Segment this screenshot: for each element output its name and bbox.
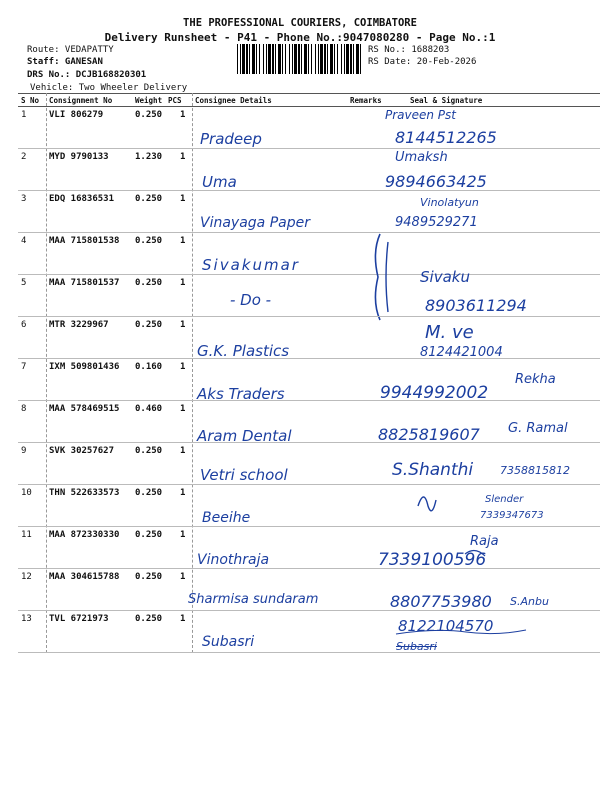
col-divider <box>192 93 193 653</box>
row-sno: 7 <box>21 362 27 372</box>
row-sno: 1 <box>21 110 27 120</box>
row-signature: Sivaku <box>420 268 470 286</box>
row-consignment: MAA 304615788 <box>49 572 120 582</box>
table-top-rule <box>18 93 600 94</box>
row-consignee: Aram Dental <box>197 427 292 445</box>
barcode-bar <box>311 44 312 74</box>
barcode-bar <box>320 44 323 74</box>
row-pcs: 1 <box>180 572 186 582</box>
barcode-bar <box>308 44 309 74</box>
row-consignee: Pradeep <box>200 130 262 148</box>
barcode-bar <box>237 44 238 74</box>
row-sno: 4 <box>21 236 27 246</box>
barcode-bar <box>252 44 255 74</box>
row-consignee: - Do - <box>230 291 272 309</box>
row-weight: 0.250 <box>135 236 163 246</box>
row-consignment: MYD 9790133 <box>49 152 109 162</box>
barcode-bar <box>268 44 271 74</box>
row-weight: 0.250 <box>135 488 163 498</box>
row-weight: 0.250 <box>135 530 163 540</box>
row-signature: Umaksh <box>395 150 448 165</box>
row-weight: 0.250 <box>135 572 163 582</box>
row-signature: Rekha <box>515 372 556 387</box>
row-signature: Vinolatyun <box>420 196 479 209</box>
row-signature: Raja <box>470 534 499 549</box>
row-rule <box>18 652 600 653</box>
row-consignment: EDQ 16836531 <box>49 194 115 204</box>
row-consignee: G.K. Plastics <box>197 342 290 360</box>
row-weight: 0.160 <box>135 362 163 372</box>
barcode-bar <box>272 44 274 74</box>
vehicle-label: Vehicle: Two Wheeler Delivery <box>30 83 188 93</box>
row-sno: 12 <box>21 572 32 582</box>
row-phone: 9894663425 <box>385 172 487 191</box>
staff-label: Staff: GANESAN <box>27 57 103 67</box>
col-divider <box>46 93 47 653</box>
row-phone: 8124421004 <box>420 345 503 360</box>
row-pcs: 1 <box>180 530 186 540</box>
row-phone: 8825819607 <box>378 425 480 444</box>
barcode-bar <box>360 44 361 74</box>
row-consignee: Uma <box>202 173 237 191</box>
row-consignee: Vetri school <box>200 466 288 484</box>
signature-strokes-icon <box>200 146 600 646</box>
barcode-bar <box>315 44 316 74</box>
row-consignment: MAA 715801538 <box>49 236 120 246</box>
barcode-bar <box>263 44 264 74</box>
row-weight: 0.250 <box>135 614 163 624</box>
row-consignment: MAA 715801537 <box>49 278 120 288</box>
row-consignment: SVK 30257627 <box>49 446 115 456</box>
drs-number: DRS No.: DCJB168820301 <box>27 70 147 80</box>
row-signature: Subasri <box>396 640 437 653</box>
barcode-bar <box>285 44 286 74</box>
row-consignment: MAA 578469515 <box>49 404 120 414</box>
barcode-bar <box>337 44 338 74</box>
row-signature: G. Ramal <box>508 421 568 436</box>
row-phone: 8903611294 <box>425 296 527 315</box>
row-sno: 9 <box>21 446 27 456</box>
row-sno: 10 <box>21 488 32 498</box>
row-pcs: 1 <box>180 236 186 246</box>
row-consignment: THN 522633573 <box>49 488 120 498</box>
row-consignee: Aks Traders <box>197 385 285 403</box>
barcode-bar <box>249 44 250 74</box>
row-consignment: VLI 806279 <box>49 110 104 120</box>
rs-date: RS Date: 20-Feb-2026 <box>368 57 477 67</box>
row-signature: S.Shanthi <box>392 460 474 480</box>
barcode-bar <box>278 44 281 74</box>
row-pcs: 1 <box>180 278 186 288</box>
barcode-bar <box>346 44 349 74</box>
row-pcs: 1 <box>180 152 186 162</box>
barcode-bar <box>327 44 328 74</box>
row-consignment: MTR 3229967 <box>49 320 109 330</box>
barcode-bar <box>353 44 354 74</box>
row-phone: 7339347673 <box>480 510 544 521</box>
barcode-bar <box>292 44 293 74</box>
route-label: Route: VEDAPATTY <box>27 45 114 55</box>
barcode-bar <box>282 44 283 74</box>
row-pcs: 1 <box>180 320 186 330</box>
row-pcs: 1 <box>180 446 186 456</box>
runsheet-subtitle: Delivery Runsheet - P41 - Phone No.:9047080280 - Page No.:1 <box>104 31 496 44</box>
barcode-bar <box>344 44 345 74</box>
row-pcs: 1 <box>180 488 186 498</box>
row-pcs: 1 <box>180 404 186 414</box>
row-phone: 7358815812 <box>500 464 570 477</box>
barcode-bar <box>330 44 333 74</box>
row-consignment: TVL 6721973 <box>49 614 109 624</box>
row-pcs: 1 <box>180 614 186 624</box>
row-weight: 0.250 <box>135 194 163 204</box>
row-consignee: Vinayaga Paper <box>200 215 310 231</box>
row-consignment: MAA 872330330 <box>49 530 120 540</box>
row-phone: 8144512265 <box>395 128 497 147</box>
company-title: THE PROFESSIONAL COURIERS, COIMBATORE <box>183 17 417 29</box>
barcode-bar <box>301 44 302 74</box>
row-signature: S.Anbu <box>510 595 549 608</box>
row-consignee: Sivakumar <box>202 256 300 274</box>
barcode-icon <box>237 44 363 74</box>
barcode-bar <box>341 44 342 74</box>
row-phone: 7339100596 <box>378 550 487 570</box>
row-signature: M. ve <box>425 322 474 343</box>
row-sno: 11 <box>21 530 32 540</box>
row-consignee: Vinothraja <box>197 552 270 568</box>
row-consignment: IXM 509801436 <box>49 362 120 372</box>
row-consignee: Sharmisa sundaram <box>188 592 319 607</box>
row-pcs: 1 <box>180 194 186 204</box>
rs-number: RS No.: 1688203 <box>368 45 450 55</box>
barcode-bar <box>242 44 245 74</box>
row-weight: 0.250 <box>135 446 163 456</box>
barcode-bar <box>240 44 241 74</box>
row-pcs: 1 <box>180 362 186 372</box>
row-sno: 6 <box>21 320 27 330</box>
barcode-bar <box>324 44 326 74</box>
row-phone: 9944992002 <box>380 383 489 403</box>
table-head-rule <box>18 106 600 107</box>
row-sno: 2 <box>21 152 27 162</box>
row-sno: 8 <box>21 404 27 414</box>
row-phone: 8122104570 <box>398 617 494 635</box>
barcode-bar <box>246 44 248 74</box>
row-phone: 9489529271 <box>395 215 478 230</box>
row-weight: 0.250 <box>135 320 163 330</box>
col-remarks: Remarks <box>350 96 382 105</box>
row-pcs: 1 <box>180 110 186 120</box>
col-consignee: Consignee Details <box>195 96 272 105</box>
row-consignee: Beeihe <box>202 510 251 526</box>
col-consignment: Consignment No <box>49 96 113 105</box>
barcode-bar <box>304 44 307 74</box>
barcode-bar <box>294 44 297 74</box>
barcode-bar <box>266 44 267 74</box>
col-weight: Weight <box>135 96 163 105</box>
row-consignee: Subasri <box>202 634 255 650</box>
row-weight: 0.460 <box>135 404 163 414</box>
barcode-bar <box>275 44 276 74</box>
row-weight: 1.230 <box>135 152 163 162</box>
row-sno: 5 <box>21 278 27 288</box>
row-phone: 8807753980 <box>390 592 492 611</box>
row-signature: Praveen Pst <box>385 108 457 122</box>
row-signature: Slender <box>485 494 524 505</box>
col-seal-signature: Seal & Signature <box>410 96 483 105</box>
col-sno: S No <box>21 96 40 105</box>
barcode-bar <box>259 44 260 74</box>
barcode-bar <box>298 44 300 74</box>
row-weight: 0.250 <box>135 278 163 288</box>
col-pcs: PCS <box>168 96 182 105</box>
row-sno: 3 <box>21 194 27 204</box>
barcode-bar <box>334 44 335 74</box>
barcode-bar <box>356 44 359 74</box>
barcode-bar <box>318 44 319 74</box>
barcode-bar <box>350 44 352 74</box>
row-weight: 0.250 <box>135 110 163 120</box>
row-sno: 13 <box>21 614 32 624</box>
barcode-bar <box>289 44 290 74</box>
barcode-bar <box>256 44 257 74</box>
